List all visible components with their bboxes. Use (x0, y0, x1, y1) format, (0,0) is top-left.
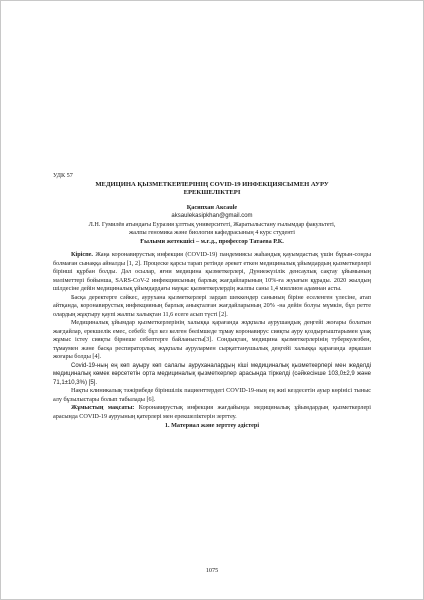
supervisor: Ғылыми жетекшісі – м.ғ.д., профессор Татаева Р.К. (140, 237, 284, 245)
aim-text: Коронавирустық инфекция жағдайында медициналық ұйымдардың қызметкерлері арасында COVID-19 ауруының қатерлері мен ерекшеліктерін зерттеу. (53, 404, 371, 420)
paragraph-3: Медициналық ұйымдар қызметкерлерінің халыққа қарағанда жұқпалы аурушаңдық деңгейі жоғары болатын жағдайлар, ерекшелік емес, себебі: бұл кез келген бөлімшеде тұмау коронавирус сияқты ауру қоздырғыштарымен ұзақ жұмыс істеу сияқты бірнеше себептерге байланысты[3]. Сондықтан, медицина қызметкерлерінің туберкулезбен, тұмаумен және басқа респираторлық жұқпалы аурулармен сырқаттанушылық деңгейі халыққа қарағанда әрқашан жоғары болды [4]. (53, 319, 371, 361)
article-title-line-1: МЕДИЦИНА ҚЫЗМЕТКЕРЛЕРІНІҢ COVID-19 ИНФЕКЦИЯСЫМЕН АУРУ (95, 180, 329, 188)
paragraph-5: Нақты клиникалық тәжірибеде біріншілік пациенттердегі COVID-19-ның ең жиі кездесетін ауыр көрінісі тыныс алу бұзылыстары болып табылады [6]. (53, 387, 371, 403)
page-number: 1075 (205, 567, 219, 574)
paragraph-aim (53, 404, 371, 421)
affiliation-line-2: жалпы геномика және биология кафедрасының 4 курс студенті (129, 229, 295, 237)
article-title-line-2: ЕРЕКШЕЛІКТЕРІ (183, 189, 241, 197)
paragraph-4: Covid-19-ның ең көп ауыру көп салалы ауруханалардың кіші медициналық қызметкерлері мен жеделді медициналық көмек көрсететін орта медициналық қызметкерлер арасында тіркелді (сәйкесінше 103,0±2,9 және 71,1±10,3%) [5]. (53, 362, 371, 386)
article-body (53, 251, 371, 431)
section-heading: 1. Материал және зерттеу әдістері (164, 422, 260, 430)
author-email[interactable]: aksaulekasipkhan@gmail.com (171, 213, 253, 220)
aim-label: Жұмыстың мақсаты: (71, 404, 135, 412)
paragraph-2: Басқа деректерге сәйкес, аурухана қызметкерлері зардап шеккендер санының біріне еселенген үлесіне, атап айтқанда, коронавирустық инфекцияның барлық анықталған жағдайларының 20% -на дейін болуы мүмкін, бұл ретте олардың жұқтыру қаупі жалпы халықтан 11,6 есеге асып түсті [2]. (53, 293, 371, 318)
udc-code: УДК 57 (53, 172, 73, 179)
author-block (53, 204, 371, 247)
affiliation-line-1: Л.Н. Гумилёв атындағы Еуразия ұлттық университеті, Жаратылыстану ғылымдар факультеті, (88, 220, 336, 228)
introduction-label: Кіріспе. (71, 251, 93, 259)
document-page (53, 172, 371, 431)
paragraph-introduction (53, 251, 371, 294)
author-name: Қасипхан Аксаule (186, 203, 238, 211)
introduction-text: Жаңа коронавирустық инфекция (COVID-19) пандемиясы жаһандық қауымдастық үшін бұрын-соңды болмаған сынаққа айналды [1, 2]. Процеске қарсы тарап ретінде әрекет еткен медициналық ұйымдардың қызметкерлері бірінші құрбан болды. Дәл осылар, яғни медицина қызметкерлері, Дүниежүзілік денсаулық сақтау ұйымының мәліметтері бойынша, SARS-CoV-2 инфекциясының барлық жағдайларының 10%-ға жуығын құрады. 2020 жылдың шілдесіне дейін медициналық ұйымдардағы науқас қызметкерлердің жалпы саны 1,4 миллион адамнан асты. (53, 251, 372, 293)
